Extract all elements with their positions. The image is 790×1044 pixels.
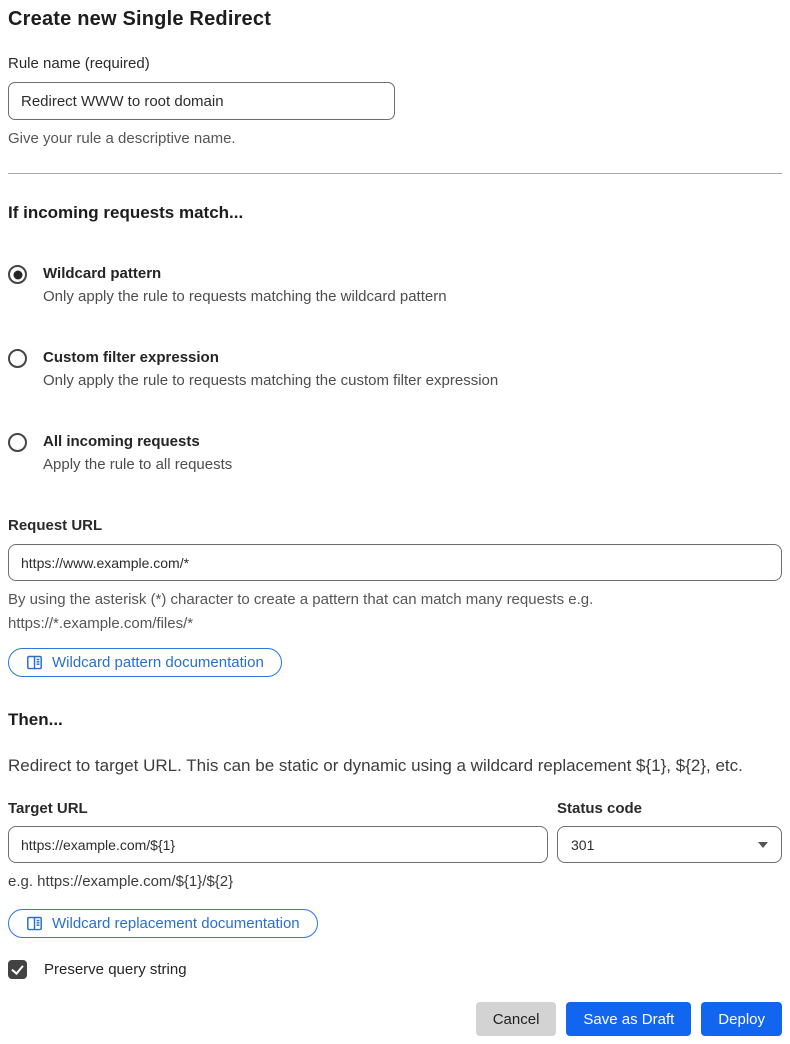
status-code-select[interactable]: [557, 826, 782, 863]
save-as-draft-button[interactable]: Save as Draft: [566, 1002, 691, 1036]
doc-button-label: Wildcard pattern documentation: [52, 654, 264, 671]
target-row: [8, 799, 782, 863]
chevron-down-icon: [758, 842, 768, 848]
radio-option-wildcard-pattern[interactable]: [8, 264, 782, 306]
radio-option-description: Apply the rule to all requests: [43, 456, 233, 473]
match-section-heading: If incoming requests match...: [8, 203, 244, 222]
rule-name-help: Give your rule a descriptive name.: [8, 130, 236, 147]
preserve-query-string-label: Preserve query string: [44, 961, 187, 978]
radio-option-all-incoming-requests[interactable]: [8, 432, 782, 474]
radio-option-label: Custom filter expression: [43, 349, 219, 366]
target-url-input[interactable]: [8, 826, 548, 863]
radio-option-label: Wildcard pattern: [43, 265, 162, 282]
wildcard-pattern-docs-button[interactable]: [8, 648, 282, 677]
rule-name-input[interactable]: [8, 82, 395, 120]
deploy-button[interactable]: Deploy: [701, 1002, 782, 1036]
radio-option-label: All incoming requests: [43, 433, 200, 450]
rule-name-label: Rule name (required): [8, 55, 150, 72]
radio-button-icon[interactable]: [8, 349, 27, 368]
book-icon: [26, 915, 43, 932]
radio-button-icon[interactable]: [8, 265, 27, 284]
status-code-label: Status code: [557, 800, 643, 817]
target-url-help: e.g. https://example.com/${1}/${2}: [8, 873, 234, 890]
checkbox-icon[interactable]: [8, 960, 27, 979]
book-icon: [26, 654, 43, 671]
section-divider: [8, 173, 782, 174]
radio-option-description: Only apply the rule to requests matching the custom filter expression: [43, 372, 499, 389]
radio-option-custom-filter-expression[interactable]: [8, 348, 782, 390]
wildcard-replacement-docs-button[interactable]: [8, 909, 318, 938]
radio-option-description: Only apply the rule to requests matching the wildcard pattern: [43, 288, 447, 305]
then-section-description: Redirect to target URL. This can be static or dynamic using a wildcard replacement ${1}, ${2}, etc.: [8, 756, 743, 775]
page-title: Create new Single Redirect: [8, 8, 272, 30]
cancel-button[interactable]: Cancel: [476, 1002, 557, 1036]
request-url-input[interactable]: [8, 544, 782, 581]
request-url-help: By using the asterisk (*) character to create a pattern that can match many requests e.g. https://*.example.com/files/*: [8, 591, 594, 632]
then-section-heading: Then...: [8, 710, 63, 729]
request-url-label: Request URL: [8, 517, 103, 534]
radio-button-icon[interactable]: [8, 433, 27, 452]
doc-button-label: Wildcard replacement documentation: [52, 915, 300, 932]
target-url-label: Target URL: [8, 800, 88, 817]
match-type-radio-group: [8, 264, 782, 474]
status-code-value: 301: [571, 836, 595, 853]
preserve-query-string-row[interactable]: [8, 960, 782, 979]
